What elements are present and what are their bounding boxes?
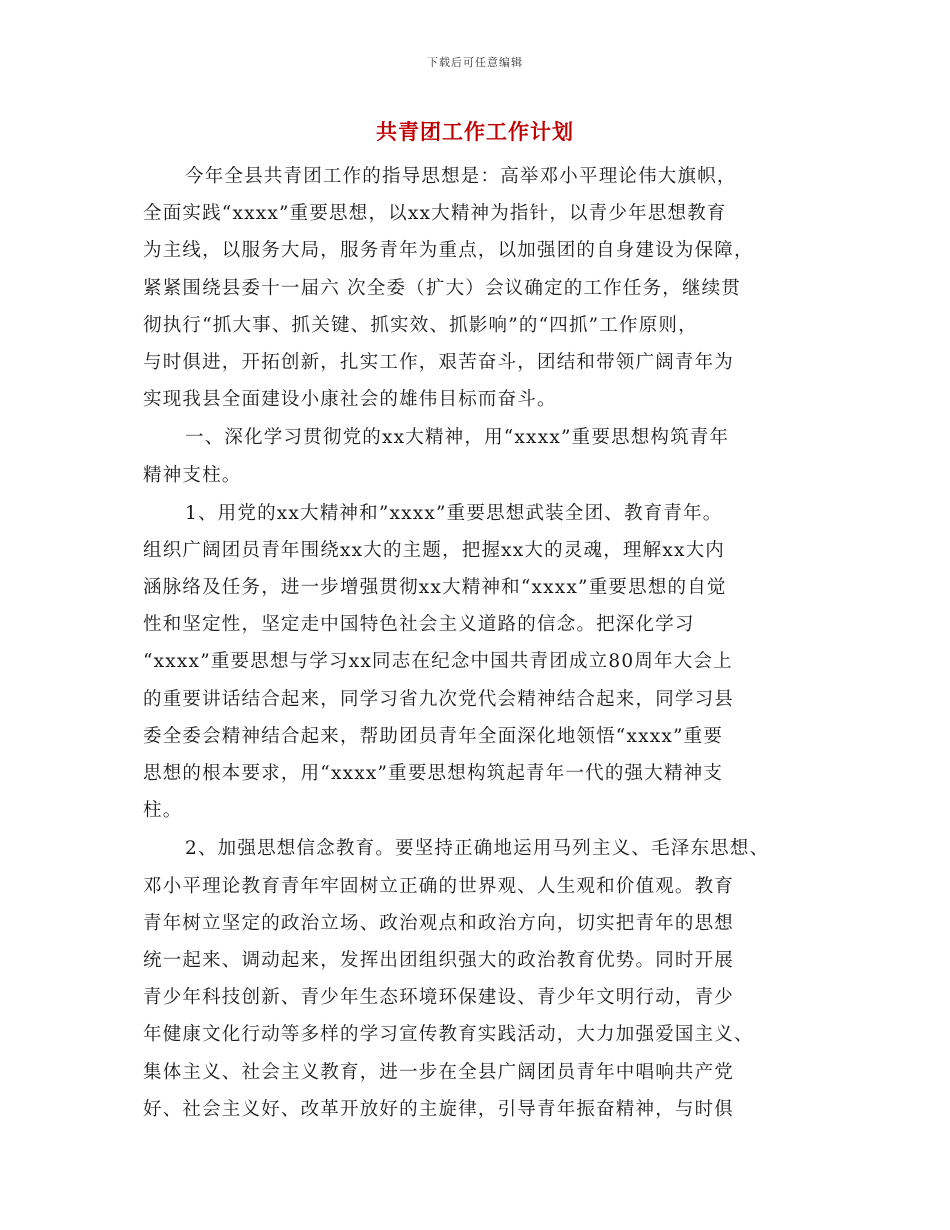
- header-note: 下载后可任意编辑: [427, 56, 523, 69]
- text-line: 全面实践“xxxx”重要思想，以xx大精神为指针，以青少年思想教育: [143, 203, 727, 225]
- document-title: 共青团工作工作计划: [376, 119, 574, 144]
- text-line: 邓小平理论教育青年牢固树立正确的世界观、人生观和价值观。教育: [143, 875, 735, 897]
- paragraph-item-2: [143, 830, 813, 1128]
- document-body: [143, 158, 813, 1128]
- text-line: 青少年科技创新、青少年生态环境环保建设、青少年文明行动，青少: [143, 987, 735, 1009]
- text-line: 为主线，以服务大局，服务青年为重点，以加强团的自身建设为保障，: [143, 240, 754, 262]
- paragraph-intro: [143, 158, 813, 418]
- text-line: 柱。: [143, 800, 183, 822]
- text-line: 与时俱进，开拓创新，扎实工作，艰苦奋斗，团结和带领广阔青年为: [143, 351, 735, 373]
- text-line: 青年树立坚定的政治立场、政治观点和政治方向，切实把青年的思想: [143, 912, 735, 934]
- text-line: 统一起来、调动起来，发挥出团组织强大的政治教育优势。同时开展: [143, 949, 735, 971]
- text-line: “xxxx”重要思想与学习xx同志在纪念中国共青团成立80周年大会上: [143, 651, 733, 673]
- text-line: 2、加强思想信念教育。要坚持正确地运用马列主义、毛泽东思想、: [185, 838, 770, 860]
- text-line: 组织广阔团员青年围绕xx大的主题，把握xx大的灵魂，理解xx大内: [143, 539, 726, 561]
- text-line: 思想的根本要求，用“xxxx”重要思想构筑起青年一代的强大精神支: [143, 763, 724, 784]
- text-line: 性和坚定性，坚定走中国特色社会主义道路的信念。把深化学习: [143, 614, 695, 636]
- paragraph-section-1-heading: [143, 419, 813, 493]
- text-line: 委全委会精神结合起来，帮助团员青年全面深化地领悟“xxxx”重要: [143, 725, 724, 747]
- text-line: 好、社会主义好、改革开放好的主旋律，引导青年振奋精神，与时俱: [143, 1098, 735, 1120]
- text-line: 年健康文化行动等多样的学习宣传教育实践活动，大力加强爱国主义、: [143, 1024, 754, 1046]
- text-line: 紧紧围绕县委十一届六 次全委（扩大）会议确定的工作任务，继续贯: [143, 277, 742, 299]
- text-line: 精神支柱。: [143, 464, 242, 486]
- text-line: 彻执行“抓大事、抓关键、抓实效、抓影响”的“四抓”工作原则，: [143, 314, 698, 336]
- paragraph-item-1: [143, 495, 813, 830]
- text-line: 实现我县全面建设小康社会的雄伟目标而奋斗。: [143, 389, 557, 411]
- text-line: 的重要讲话结合起来，同学习省九次党代会精神结合起来，同学习县: [143, 688, 735, 710]
- text-line: 集体主义、社会主义教育，进一步在全县广阔团员青年中唱响共产党: [143, 1061, 735, 1083]
- text-line: 一、深化学习贯彻党的xx大精神，用“xxxx”重要思想构筑青年: [185, 427, 730, 449]
- text-line: 涵脉络及任务，进一步增强贯彻xx大精神和“xxxx”重要思想的自觉: [143, 577, 727, 599]
- text-line: 今年全县共青团工作的指导思想是：高举邓小平理论伟大旗帜，: [185, 166, 737, 187]
- text-line: 1、用党的xx大精神和”xxxx”重要思想武装全团、教育青年。: [185, 502, 723, 524]
